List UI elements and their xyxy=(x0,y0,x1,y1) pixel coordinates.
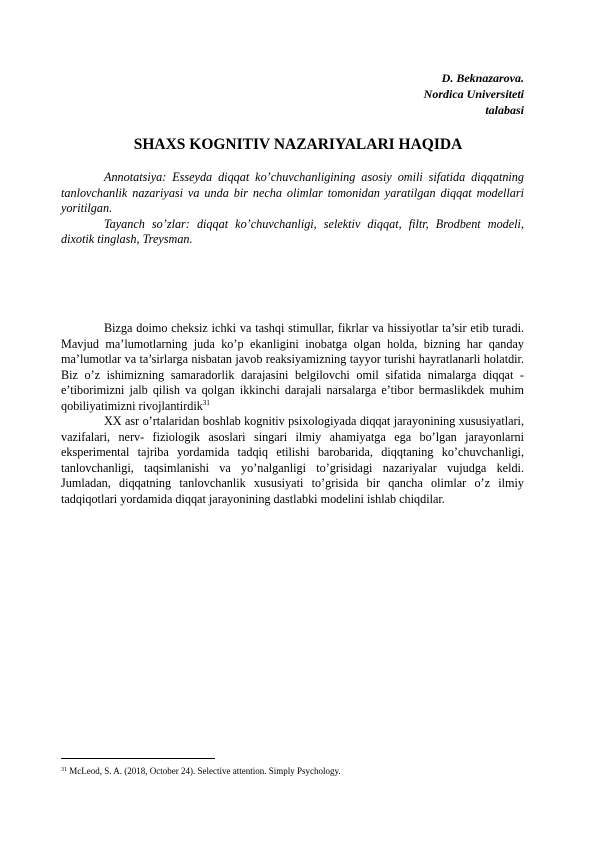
body-paragraph-1 xyxy=(61,321,524,414)
keywords-paragraph: Tayanch so’zlar: diqqat ko’chuvchanligi, selektiv diqqat, filtr, Brodbent modeli, dixotik tinglash, Treysman. xyxy=(61,216,524,246)
annotation-paragraph: Annotatsiya: Esseyda diqqat ko’chuvchanligining asosiy omili sifatida diqqatning tanlovchanlik nazariyasi va unda bir necha olimlar tomonidan yaratilgan diqqat modellari yoritilgan. xyxy=(61,170,524,215)
body-paragraph-1-text: Bizga doimo cheksiz ichki va tashqi stimullar, fikrlar va hissiyotlar ta’sir etib turadi. Mavjud ma’lumotlarning juda ko’p ekanligini inobatga olgan holda, bizning har qanday ma’lumotlar va ta’sirlarga nisbatan javob reaksiyamizning tayyor turishi hayratlanarli holatdir. Biz o’z ishimizning samaradorlik darajasini belgilovchi omil sifatida nimalarga diqqat - e’tiborimizni jalb qilish va qolgan ikkinchi darajali narsalarga e’tibor bermaslikdek muhim qobiliyatimizni rivojlantirdik xyxy=(61,321,524,413)
document-title: SHAXS KOGNITIV NAZARIYALARI HAQIDA xyxy=(133,136,463,153)
footnote-reference[interactable]: 31 xyxy=(202,398,210,407)
footnote-separator xyxy=(61,758,215,759)
author-name: D. Beknazarova. xyxy=(441,71,524,85)
body-text xyxy=(61,321,524,507)
footnote-text: McLeod, S. A. (2018, October 24). Selective attention. Simply Psychology. xyxy=(67,766,341,776)
footnote-number: 31 xyxy=(61,767,67,773)
author-block xyxy=(424,70,524,118)
author-role: talabasi xyxy=(485,103,524,117)
body-paragraph-2: XX asr o’rtalaridan boshlab kognitiv psixologiyada diqqat jarayonining xususiyatlari, vazifalari, nerv- fiziologik asoslari singari ilmiy ahamiyatga ega bo’lgan jarayonlarni eksperimental tajriba yordamida tadqiq etilishi barobarida, diqqtaning ko’chuvchanligi, tanlovchanligi, taqsimlanishi va yo’nalganligi to’grisidagi nazariyalar vujudga keldi. Jumladan, diqqatning tanlovchanlik xususiyati to’grisida bir qancha olimlar o’z ilmiy tadqiqotlari yordamida diqqat jarayonining dastlabki modelini ishlab chiqdilar. xyxy=(61,414,524,506)
author-university: Nordica Universiteti xyxy=(423,87,524,101)
abstract-block xyxy=(61,170,524,248)
footnote xyxy=(61,766,341,777)
